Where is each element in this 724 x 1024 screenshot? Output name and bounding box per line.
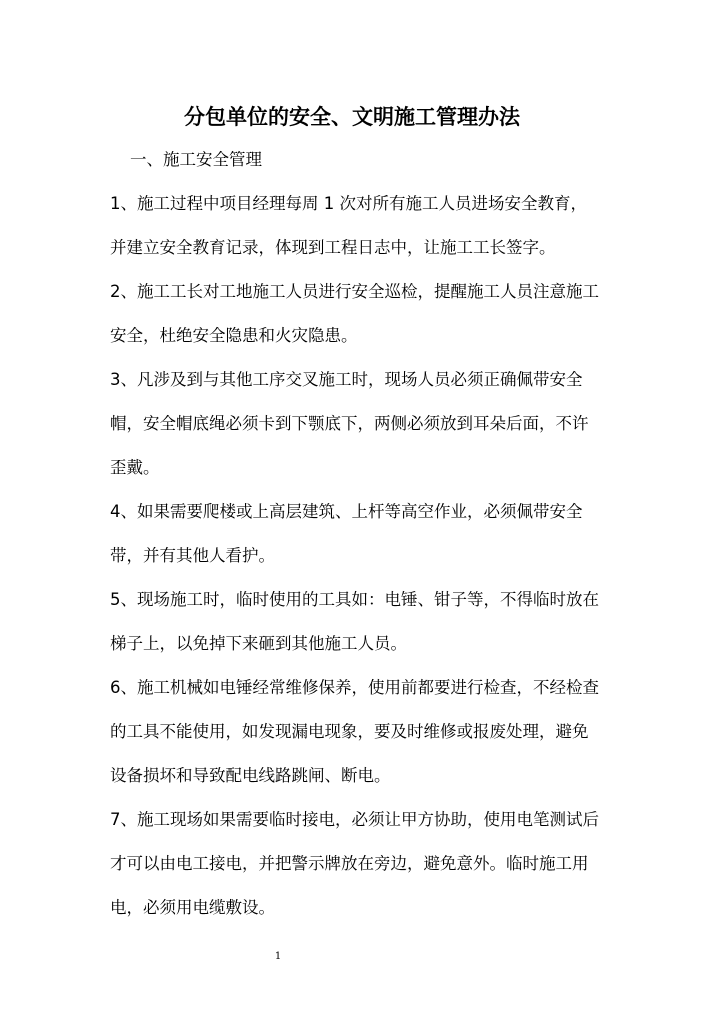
text-line: 5、现场施工时，临时使用的工具如：电锤、钳子等，不得临时放在 xyxy=(110,590,599,609)
text-line: 1、施工过程中项目经理每周 1 次对所有施工人员进场安全教育， xyxy=(110,194,587,213)
text-line: 3、凡涉及到与其他工序交叉施工时，现场人员必须正确佩带安全 xyxy=(110,370,583,389)
text-line: 梯子上，以免掉下来砸到其他施工人员。 xyxy=(110,634,407,653)
text-line: 设备损坏和导致配电线路跳闸、断电。 xyxy=(110,766,391,785)
text-line: 帽，安全帽底绳必须卡到下颚底下，两侧必须放到耳朵后面，不许 xyxy=(110,414,589,433)
document-title: 分包单位的安全、文明施工管理办法 xyxy=(184,105,520,129)
text-line: 安全，杜绝安全隐患和火灾隐患。 xyxy=(110,326,358,345)
text-line: 才可以由电工接电，并把警示牌放在旁边，避免意外。临时施工用 xyxy=(110,854,589,873)
section-heading: 一、施工安全管理 xyxy=(130,150,262,169)
page-number: 1 xyxy=(274,951,282,962)
text-line: 电，必须用电缆敷设。 xyxy=(110,898,275,917)
text-line: 6、施工机械如电锤经常维修保养，使用前都要进行检查，不经检查 xyxy=(110,678,599,697)
text-line: 4、如果需要爬楼或上高层建筑、上杆等高空作业，必须佩带安全 xyxy=(110,502,583,521)
text-line: 2、施工工长对工地施工人员进行安全巡检，提醒施工人员注意施工 xyxy=(110,282,599,301)
text-line: 带，并有其他人看护。 xyxy=(110,546,275,565)
text-line: 歪戴。 xyxy=(110,458,160,477)
text-line: 7、施工现场如果需要临时接电，必须让甲方协助，使用电笔测试后 xyxy=(110,810,599,829)
text-line: 的工具不能使用，如发现漏电现象，要及时维修或报废处理，避免 xyxy=(110,722,589,741)
text-line: 并建立安全教育记录，体现到工程日志中，让施工工长签字。 xyxy=(110,238,556,257)
